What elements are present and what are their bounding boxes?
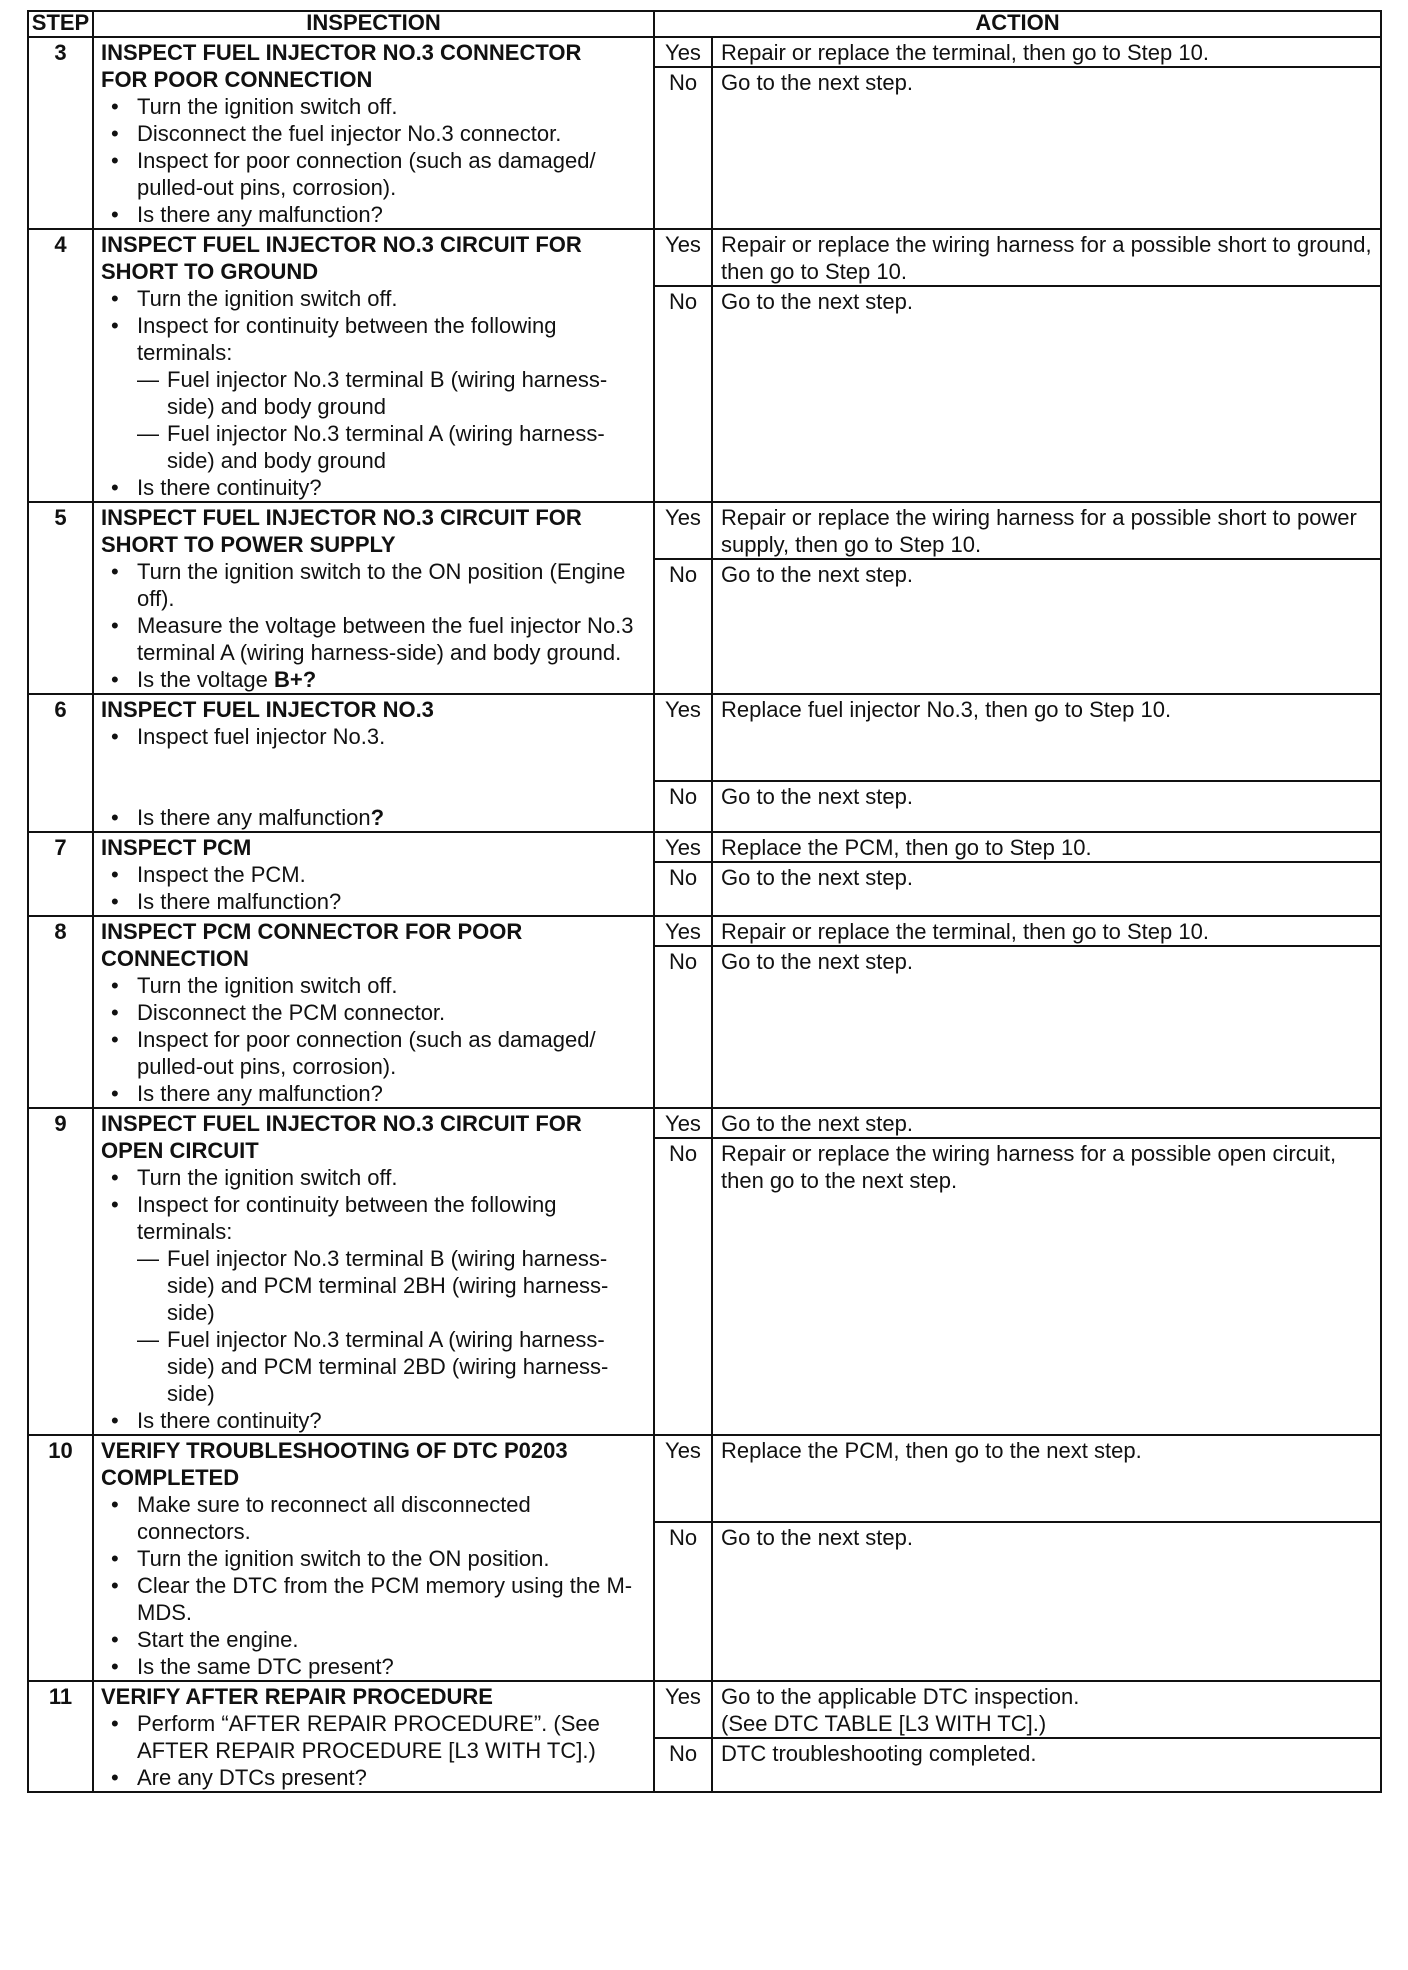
list-item: • Inspect for continuity between the following terminals: — Fuel injector No.3 terminal B (wiring harness-side) and body ground — Fuel injector No.3 terminal A (wiring harness-side) and body ground [101,312,647,474]
action-column-header: ACTION [654,11,1381,37]
list-item: • Inspect fuel injector No.3. [101,723,647,750]
yes-label: Yes [654,502,712,559]
list-item: • Inspect for continuity between the following terminals: — Fuel injector No.3 terminal B (wiring harness-side) and PCM terminal 2BH (wiring harness-side) — Fuel injector No.3 terminal A (wiring harness-side) and PCM terminal 2BD (wiring harness-side) [101,1191,647,1407]
yes-action: Replace the PCM, then go to Step 10. [712,832,1381,862]
no-label: No [654,862,712,916]
list-item: • Inspect for poor connection (such as damaged/ pulled-out pins, corrosion). [101,147,647,201]
no-action: Go to the next step. [712,1522,1381,1681]
list-item: • Is the same DTC present? [101,1653,647,1680]
inspection-items [101,285,647,501]
no-label: No [654,946,712,1108]
inspection-cell [93,1108,654,1435]
step-number: 9 [28,1108,93,1435]
inspection-title: INSPECT FUEL INJECTOR NO.3 CONNECTOR FOR POOR CONNECTION [101,40,582,92]
no-label: No [654,559,712,694]
list-item: • Is there any malfunction? [101,1080,647,1107]
inspection-title: INSPECT FUEL INJECTOR NO.3 CIRCUIT FOR SHORT TO POWER SUPPLY [101,505,582,557]
step-4-yes-row [28,229,1381,286]
list-item: • Start the engine. [101,1626,647,1653]
inspection-title: INSPECT FUEL INJECTOR NO.3 CIRCUIT FOR OPEN CIRCUIT [101,1111,582,1163]
inspection-cell [93,37,654,229]
step-number: 4 [28,229,93,502]
list-item: • Turn the ignition switch off. [101,93,647,120]
terminal-item: — Fuel injector No.3 terminal B (wiring harness-side) and PCM terminal 2BH (wiring harness-side) [137,1245,647,1326]
inspection-question [101,804,647,831]
step-3-yes-row [28,37,1381,67]
no-action: Go to the next step. [712,67,1381,229]
table-header-row [28,11,1381,37]
inspection-items [101,1491,647,1680]
no-label: No [654,1738,712,1792]
inspection-cell [93,916,654,1108]
list-item: • Is the voltage B+? [101,666,647,693]
step-9-yes-row [28,1108,1381,1138]
no-action: Go to the next step. [712,781,1381,832]
no-action: Repair or replace the wiring harness for a possible open circuit, then go to the next step. [712,1138,1381,1435]
inspection-cell [93,832,654,916]
inspection-title: INSPECT PCM [101,835,252,860]
terminal-item: — Fuel injector No.3 terminal B (wiring harness-side) and body ground [137,366,647,420]
list-item: • Is there any malfunction? [101,804,647,831]
yes-action: Repair or replace the wiring harness for a possible short to power supply, then go to Step 10. [712,502,1381,559]
yes-label: Yes [654,1108,712,1138]
yes-action: Repair or replace the wiring harness for a possible short to ground, then go to Step 10. [712,229,1381,286]
terminal-item: — Fuel injector No.3 terminal A (wiring harness-side) and PCM terminal 2BD (wiring harness-side) [137,1326,647,1407]
troubleshooting-table [27,10,1382,1793]
terminal-list [137,1245,647,1407]
yes-action: Go to the applicable DTC inspection. (See DTC TABLE [L3 WITH TC].) [712,1681,1381,1738]
inspection-items [101,723,647,750]
yes-label: Yes [654,1681,712,1738]
list-item: • Turn the ignition switch off. [101,1164,647,1191]
list-item: • Are any DTCs present? [101,1764,647,1791]
yes-action: Replace fuel injector No.3, then go to Step 10. [712,694,1381,781]
step-number: 5 [28,502,93,694]
yes-label: Yes [654,1435,712,1522]
yes-action: Repair or replace the terminal, then go to Step 10. [712,916,1381,946]
list-item: • Turn the ignition switch to the ON position (Engine off). [101,558,647,612]
inspection-title: INSPECT FUEL INJECTOR NO.3 [101,697,434,722]
step-number: 3 [28,37,93,229]
inspection-items [101,1710,647,1791]
terminal-list [137,366,647,474]
inspection-title: INSPECT FUEL INJECTOR NO.3 CIRCUIT FOR SHORT TO GROUND [101,232,582,284]
inspection-cell [93,1435,654,1681]
inspection-column-header: INSPECTION [93,11,654,37]
yes-label: Yes [654,229,712,286]
list-item: • Turn the ignition switch off. [101,972,647,999]
step-7-yes-row [28,832,1381,862]
no-action: Go to the next step. [712,946,1381,1108]
step-5-yes-row [28,502,1381,559]
terminal-item: — Fuel injector No.3 terminal A (wiring harness-side) and body ground [137,420,647,474]
list-item: • Is there continuity? [101,1407,647,1434]
list-item: • Is there continuity? [101,474,647,501]
step-6-yes-row [28,694,1381,781]
list-item: • Is there malfunction? [101,888,647,915]
no-action: Go to the next step. [712,862,1381,916]
inspection-cell [93,502,654,694]
inspection-items [101,558,647,693]
yes-label: Yes [654,916,712,946]
no-action: Go to the next step. [712,286,1381,502]
yes-action: Replace the PCM, then go to the next step. [712,1435,1381,1522]
list-item: • Disconnect the PCM connector. [101,999,647,1026]
step-11-yes-row [28,1681,1381,1738]
step-column-header: STEP [28,11,93,37]
inspection-cell [93,694,654,832]
step-number: 10 [28,1435,93,1681]
inspection-items [101,861,647,915]
inspection-cell [93,1681,654,1792]
list-item: • Perform “AFTER REPAIR PROCEDURE”. (See AFTER REPAIR PROCEDURE [L3 WITH TC].) [101,1710,647,1764]
inspection-items [101,93,647,228]
yes-action: Repair or replace the terminal, then go to Step 10. [712,37,1381,67]
no-label: No [654,67,712,229]
no-label: No [654,781,712,832]
step-number: 8 [28,916,93,1108]
inspection-items [101,1164,647,1434]
step-number: 6 [28,694,93,832]
inspection-title: VERIFY AFTER REPAIR PROCEDURE [101,1684,493,1709]
no-action: Go to the next step. [712,559,1381,694]
step-8-yes-row [28,916,1381,946]
list-item: • Inspect for poor connection (such as damaged/ pulled-out pins, corrosion). [101,1026,647,1080]
inspection-title: VERIFY TROUBLESHOOTING OF DTC P0203 COMPLETED [101,1438,568,1490]
no-label: No [654,286,712,502]
inspection-cell [93,229,654,502]
step-10-yes-row [28,1435,1381,1522]
step-number: 7 [28,832,93,916]
list-item: • Disconnect the fuel injector No.3 connector. [101,120,647,147]
list-item: • Measure the voltage between the fuel injector No.3 terminal A (wiring harness-side) and body ground. [101,612,647,666]
yes-label: Yes [654,694,712,781]
no-label: No [654,1522,712,1681]
list-item: • Turn the ignition switch off. [101,285,647,312]
inspection-title: INSPECT PCM CONNECTOR FOR POOR CONNECTION [101,919,523,971]
list-item: • Is there any malfunction? [101,201,647,228]
list-item: • Turn the ignition switch to the ON position. [101,1545,647,1572]
yes-label: Yes [654,37,712,67]
no-label: No [654,1138,712,1435]
list-item: • Clear the DTC from the PCM memory using the M-MDS. [101,1572,647,1626]
yes-action: Go to the next step. [712,1108,1381,1138]
step-number: 11 [28,1681,93,1792]
inspection-items [101,972,647,1107]
list-item: • Inspect the PCM. [101,861,647,888]
list-item: • Make sure to reconnect all disconnected connectors. [101,1491,647,1545]
yes-label: Yes [654,832,712,862]
no-action: DTC troubleshooting completed. [712,1738,1381,1792]
